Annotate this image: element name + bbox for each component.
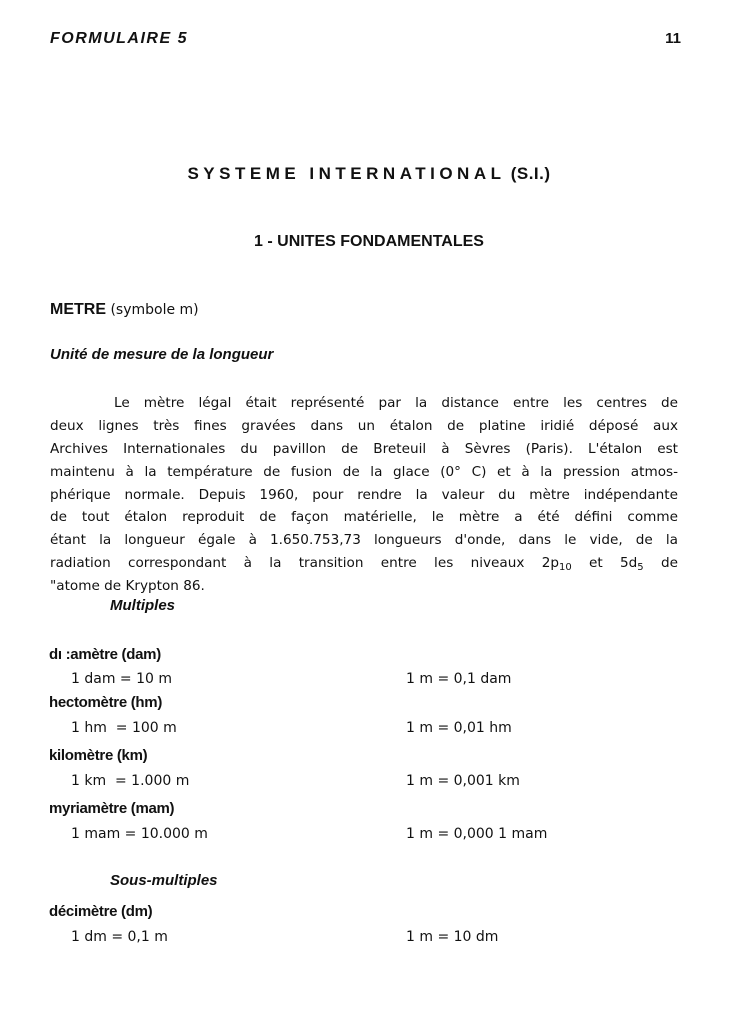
unit-name: décimètre (dm): [49, 903, 153, 920]
sous-multiples-heading: Sous-multiples: [110, 872, 218, 889]
line-text: et 5d: [571, 555, 638, 572]
metre-name: METRE: [50, 301, 106, 318]
unit-name: kilomètre (km): [49, 747, 148, 764]
section-subtitle: 1 - UNITES FONDAMENTALES: [254, 233, 484, 250]
metre-heading: [50, 301, 199, 319]
paragraph-line: deux lignes très fines gravées dans un étalon de platine iridié déposé aux: [50, 417, 678, 434]
unit-inverse-equation: 1 m = 0,01 hm: [406, 720, 512, 736]
unit-equation: 1 hm = 100 m: [71, 720, 177, 736]
paragraph-line: maintenu à la température de fusion de la glace (0° C) et à la pression atmos-: [50, 463, 678, 480]
unit-description: Unité de mesure de la longueur: [50, 346, 274, 363]
paragraph-line: de tout étalon reproduit de façon matérielle, le mètre a été défini comme: [50, 509, 678, 526]
unit-inverse-equation: 1 m = 0,000 1 mam: [406, 826, 548, 842]
unit-equation: 1 km = 1.000 m: [71, 773, 190, 789]
title-main: SYSTEME INTERNATIONAL: [187, 164, 506, 183]
page-number: 11: [665, 30, 681, 47]
unit-equation: 1 mam = 10.000 m: [71, 826, 208, 842]
metre-symbol-note: (symbole m): [106, 302, 199, 318]
page-header-left: FORMULAIRE 5: [50, 30, 188, 47]
unit-inverse-equation: 1 m = 0,1 dam: [406, 671, 512, 687]
subscript: 5: [637, 562, 644, 574]
unit-name: dı :amètre (dam): [49, 646, 161, 663]
line-text: radiation correspondant à la transition entre les niveaux 2p: [50, 555, 559, 572]
paragraph-line: [50, 552, 678, 575]
paragraph-line: étant la longueur égale à 1.650.753,73 longueurs d'onde, dans le vide, de la: [50, 532, 678, 549]
unit-name: hectomètre (hm): [49, 694, 163, 711]
multiples-heading: Multiples: [110, 597, 176, 614]
definition-paragraph: [50, 392, 678, 598]
paragraph-line: "atome de Krypton 86.: [50, 578, 205, 595]
unit-equation: 1 dam = 10 m: [71, 671, 172, 687]
unit-name: myriamètre (mam): [49, 800, 175, 817]
line-text: de: [643, 555, 678, 572]
document-title: [0, 164, 738, 184]
unit-inverse-equation: 1 m = 10 dm: [406, 929, 499, 945]
subscript: 10: [558, 562, 572, 574]
paragraph-line: Archives Internationales du pavillon de Breteuil à Sèvres (Paris). L'étalon est: [50, 440, 678, 457]
unit-equation: 1 dm = 0,1 m: [71, 929, 168, 945]
paragraph-line: Le mètre légal était représenté par la distance entre les centres de: [114, 395, 678, 411]
unit-inverse-equation: 1 m = 0,001 km: [406, 773, 520, 789]
paragraph-line: phérique normale. Depuis 1960, pour rendre la valeur du mètre indépendante: [50, 486, 678, 503]
title-suffix: (S.I.): [505, 164, 551, 183]
